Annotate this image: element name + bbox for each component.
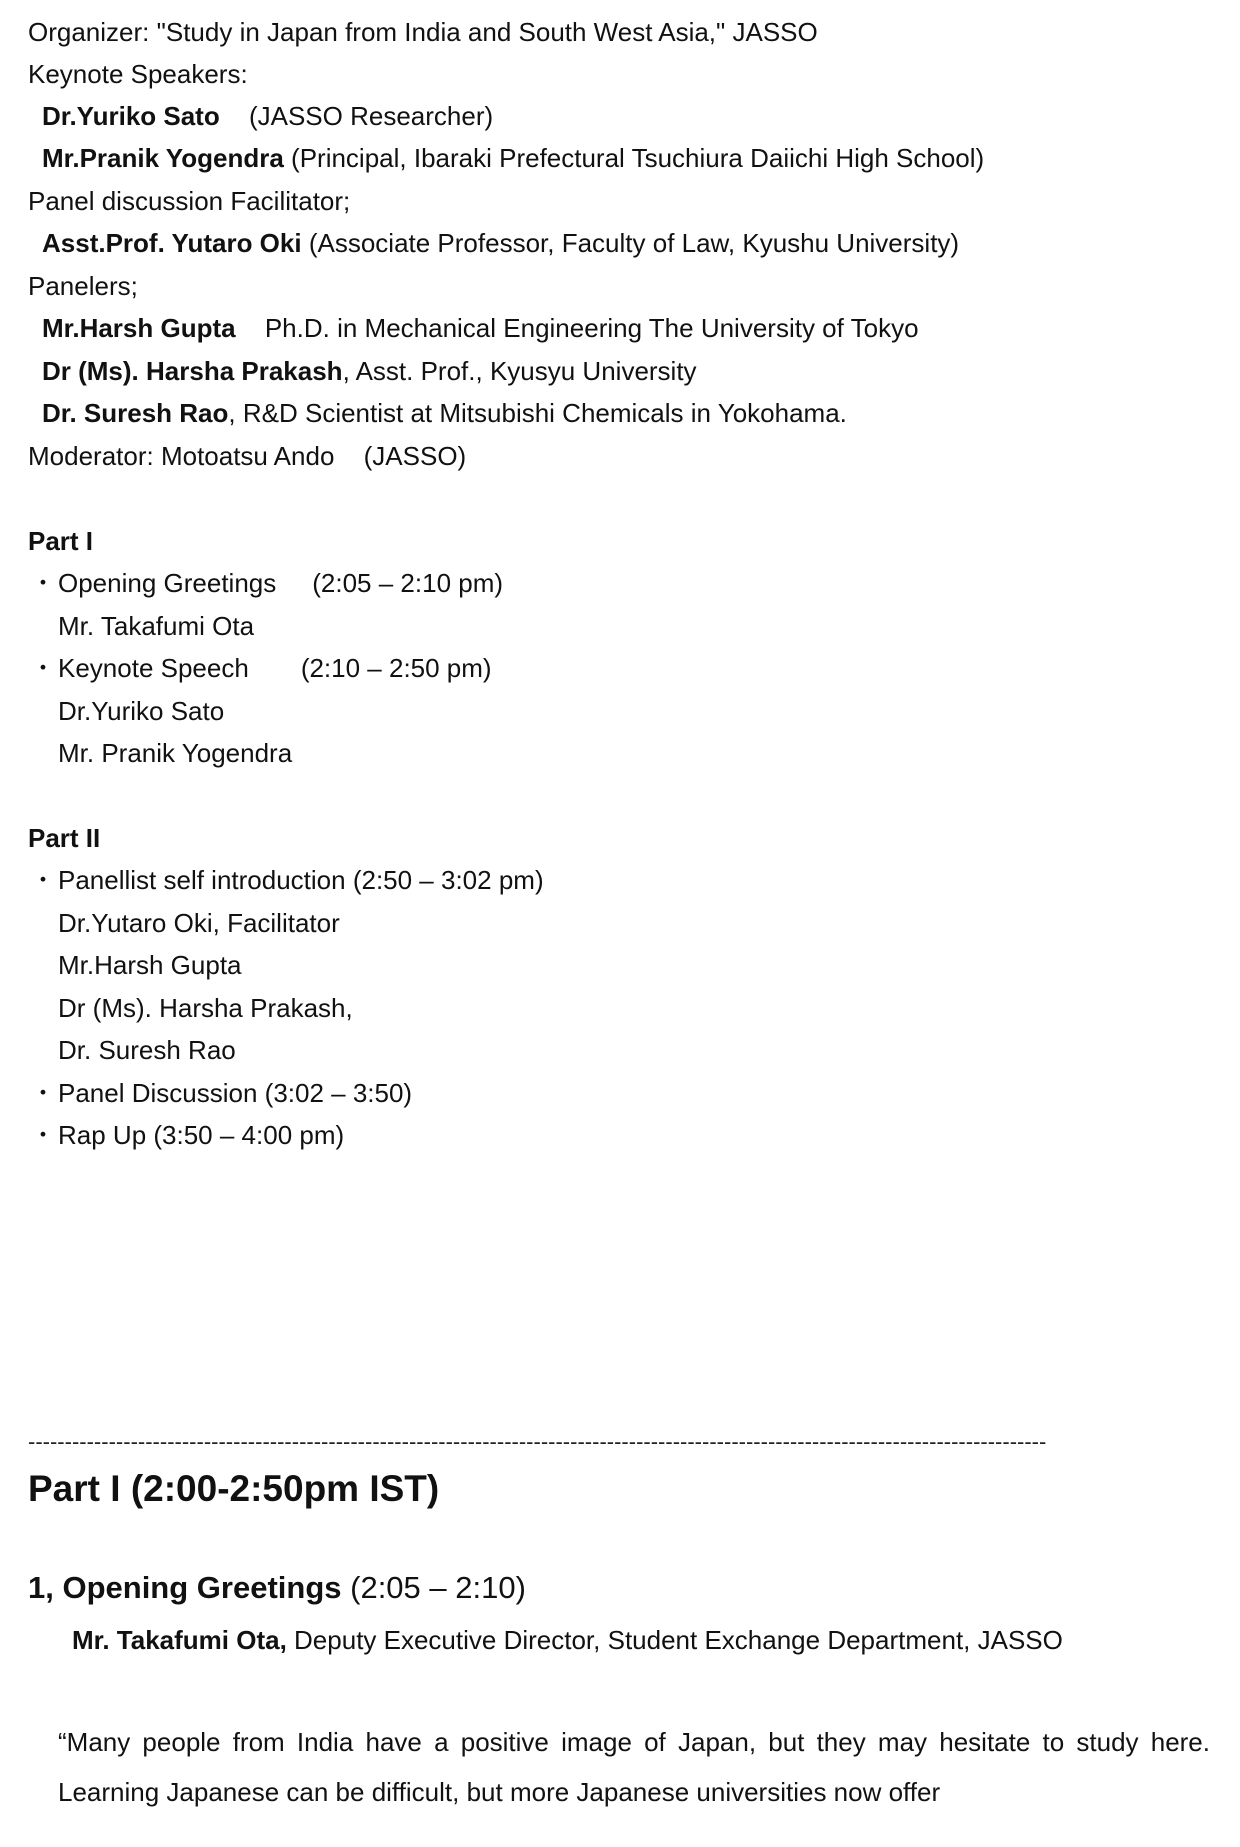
organizer-label: Organizer: <box>28 17 150 47</box>
agenda-time: (2:10 – 2:50 pm) <box>300 653 492 683</box>
agenda-item-keynote <box>28 652 492 684</box>
keynote-speaker-2 <box>42 142 984 174</box>
keynote-speaker-1 <box>42 100 493 132</box>
agenda-speaker: Dr.Yuriko Sato <box>58 696 225 726</box>
paneler-name: Dr. Suresh Rao <box>42 398 229 428</box>
section-heading: Part I (2:00-2:50pm IST) <box>28 1468 440 1509</box>
facilitator-heading: Panel discussion Facilitator; <box>28 186 351 216</box>
speaker-detail: (Principal, Ibaraki Prefectural Tsuchiura Daiichi High School) <box>291 143 985 173</box>
bullet-icon: ・ <box>29 1120 56 1150</box>
agenda-title: Rap Up (3:50 – 4:00 pm) <box>58 1120 345 1150</box>
paneler-detail: , R&D Scientist at Mitsubishi Chemicals in Yokohama. <box>228 398 847 428</box>
keynote-heading: Keynote Speakers: <box>28 59 248 89</box>
agenda-item-discussion <box>28 1077 412 1109</box>
paneler-detail: , Asst. Prof., Kyusyu University <box>342 356 697 386</box>
agenda-title: Panel Discussion (3:02 – 3:50) <box>58 1078 413 1108</box>
agenda-item-rapup <box>28 1119 344 1151</box>
speaker-name: Mr.Pranik Yogendra <box>42 143 284 173</box>
agenda-speaker: Dr.Yutaro Oki, Facilitator <box>58 908 340 938</box>
paneler-3 <box>42 397 847 429</box>
opening-greetings-heading <box>28 1568 526 1608</box>
agenda-title: Opening Greetings <box>58 568 277 598</box>
bullet-icon: ・ <box>29 653 56 683</box>
bullet-icon: ・ <box>29 568 56 598</box>
facilitator-name: Asst.Prof. Yutaro Oki <box>42 228 302 258</box>
agenda-item-opening <box>28 567 503 599</box>
organizer-value: "Study in Japan from India and South West Asia," JASSO <box>156 17 818 47</box>
paneler-2 <box>42 355 697 387</box>
agenda-title: Keynote Speech <box>58 653 249 683</box>
facilitator-detail: (Associate Professor, Faculty of Law, Kyushu University) <box>308 228 960 258</box>
moderator-org: (JASSO) <box>363 441 467 471</box>
paneler-1 <box>42 312 919 344</box>
paneler-name: Mr.Harsh Gupta <box>42 313 236 343</box>
moderator-line <box>28 440 466 472</box>
panelers-heading: Panelers; <box>28 271 138 301</box>
opening-speaker-line <box>72 1624 1063 1656</box>
agenda-speaker: Mr. Takafumi Ota <box>58 611 255 641</box>
speaker-name: Dr.Yuriko Sato <box>42 101 220 131</box>
speaker-detail: (JASSO Researcher) <box>248 101 494 131</box>
agenda-speaker: Dr (Ms). Harsha Prakash, <box>58 993 353 1023</box>
bullet-icon: ・ <box>29 1078 56 1108</box>
agenda-speaker: Mr. Pranik Yogendra <box>58 738 293 768</box>
opening-speaker-detail: Deputy Executive Director, Student Exchange Department, JASSO <box>294 1625 1063 1655</box>
dashed-divider: ------------------------------------------------------------------------------------------------------------------------------------------- <box>28 1429 1047 1454</box>
moderator-label: Moderator: Motoatsu Ando <box>28 441 335 471</box>
organizer-line <box>28 16 818 48</box>
opening-quote: “Many people from India have a positive image of Japan, but they may hesitate to study here. Learning Japanese can be difficult, but more Japanese universities now offer <box>58 1727 1210 1807</box>
paneler-detail: Ph.D. in Mechanical Engineering The University of Tokyo <box>264 313 919 343</box>
part2-heading: Part II <box>28 823 101 853</box>
agenda-speaker: Dr. Suresh Rao <box>58 1035 236 1065</box>
agenda-item-intro <box>28 864 544 896</box>
opening-time: (2:05 – 2:10) <box>350 1570 526 1605</box>
opening-speaker-name: Mr. Takafumi Ota, <box>72 1625 287 1655</box>
part1-heading: Part I <box>28 526 94 556</box>
agenda-speaker: Mr.Harsh Gupta <box>58 950 242 980</box>
agenda-time: (2:05 – 2:10 pm) <box>312 568 504 598</box>
bullet-icon: ・ <box>29 865 56 895</box>
opening-title: 1, Opening Greetings <box>28 1570 342 1605</box>
facilitator-line <box>42 227 959 259</box>
paneler-name: Dr (Ms). Harsha Prakash <box>42 356 343 386</box>
agenda-title: Panellist self introduction (2:50 – 3:02 pm) <box>58 865 544 895</box>
